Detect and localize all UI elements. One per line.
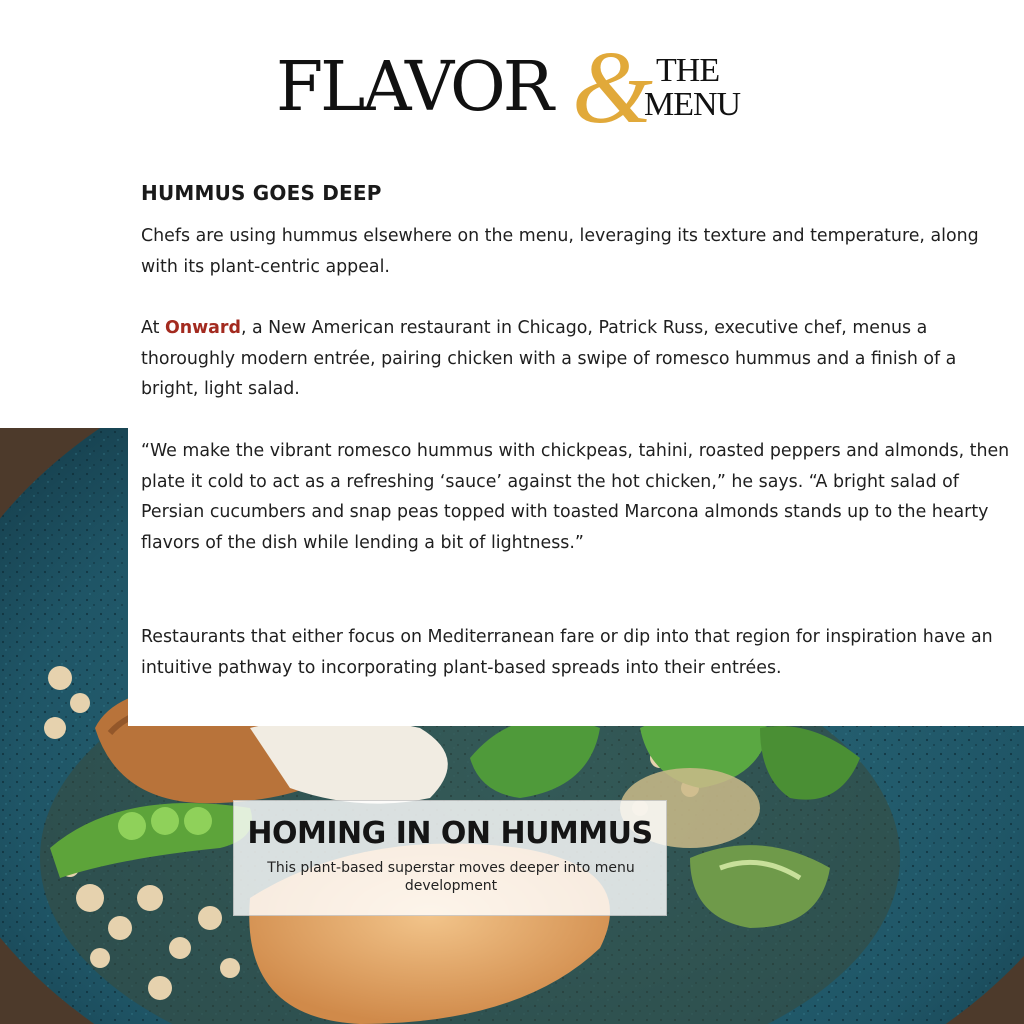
article-heading: HUMMUS GOES DEEP: [141, 181, 382, 205]
flavor-and-the-menu-logo[interactable]: [276, 30, 756, 145]
photo-caption-box: [233, 800, 667, 916]
article-paragraph-4: Restaurants that either focus on Mediterranean fare or dip into that region for inspiration have an intuitive pathway to incorporating plant-based spreads into their entrées.: [141, 627, 993, 678]
logo-ampersand: &: [572, 30, 653, 145]
logo-the: THE: [656, 52, 720, 89]
logo-wordmark: FLAVOR: [276, 48, 551, 127]
p2-lead: At: [141, 318, 165, 338]
onward-restaurant-link[interactable]: Onward: [164, 318, 241, 338]
article-paragraph-3-quote: “We make the vibrant romesco hummus with chickpeas, tahini, roasted peppers and almonds, then plate it cold to act as a refreshing ‘sauce’ against the hot chicken,” he says. “A bright salad of Persian cucumbers and snap peas topped with toasted Marcona almonds stands up to the hearty flavors of the dish while lending a bit of lightness.”: [141, 441, 1010, 553]
p2-body: , a New American restaurant in Chicago, Patrick Russ, executive chef, menus a thoroughly modern entrée, pairing chicken with a swipe of romesco hummus and a finish of a bright, light salad.: [141, 318, 957, 399]
article-paragraph-1: Chefs are using hummus elsewhere on the menu, leveraging its texture and temperature, along with its plant-centric appeal.: [141, 226, 979, 277]
masthead: [0, 0, 1024, 150]
logo-menu: MENU: [644, 86, 741, 123]
caption-subtitle: This plant-based superstar moves deeper into menu development: [267, 860, 635, 894]
caption-title: HOMING IN ON HUMMUS: [247, 816, 653, 851]
article-paragraph-2: [141, 313, 1013, 405]
